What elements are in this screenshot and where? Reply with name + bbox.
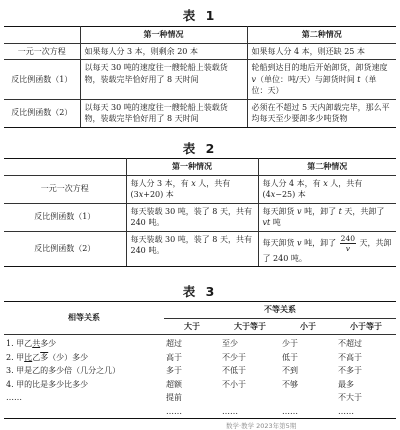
table3 <box>4 301 396 419</box>
table-cell <box>280 391 336 405</box>
table-cell: 每人分 3 本，有 x 人，共有 (3x+20) 本 <box>126 175 258 203</box>
table-cell: 以每天 30 吨的速度往一艘轮船上装载货物，装载完毕恰好用了 8 天时间 <box>80 99 247 127</box>
table-cell: 最多 <box>338 379 354 389</box>
table2-caption: 表 2 <box>182 141 218 156</box>
table-row <box>4 175 396 203</box>
table1-caption: 表 1 <box>182 8 218 23</box>
relation-item: 2. 甲比乙多（少）多少 <box>6 352 89 362</box>
table2 <box>4 158 396 267</box>
table2-corner <box>4 159 126 176</box>
table-row <box>4 231 396 267</box>
table-cell: 不到 <box>282 366 298 375</box>
table-cell: …… <box>336 405 396 419</box>
table-cell: 提前 <box>166 393 182 402</box>
table-cell: 如果每人分 3 本，则剩余 20 本 <box>80 43 247 60</box>
table2-header-col2: 第二种情况 <box>258 159 396 176</box>
table2-header-col1: 第一种情况 <box>126 159 258 176</box>
table1-header-col2: 第二种情况 <box>247 27 396 44</box>
subheader-greater-equal: 大于等于 <box>220 318 280 335</box>
table-cell: 至少 <box>222 339 238 348</box>
table1-header-col1: 第一种情况 <box>80 27 247 44</box>
table-cell: 每天卸货 v 吨，卸了 $\frac{240}{v}$ 天，共卸了 240 吨。 <box>258 231 396 267</box>
table-row <box>4 378 396 392</box>
table-cell: 少于 <box>282 339 298 348</box>
row-label: 反比例函数（1） <box>4 60 80 100</box>
page-footer: 数学·教学 2023年第5期 <box>226 422 297 430</box>
relation-item: 4. 甲的比是多少比多少 <box>6 379 89 389</box>
table-cell: …… <box>220 405 280 419</box>
table-cell: 必须在不超过 5 天内卸载完毕，那么平均每天至少要卸多少吨货物 <box>247 99 396 127</box>
table1 <box>4 26 396 128</box>
subheader-greater: 大于 <box>164 318 220 335</box>
unequal-relation-header: 不等关系 <box>164 302 396 319</box>
row-label: 反比例函数（1） <box>4 203 126 231</box>
table-row <box>4 43 396 60</box>
table-cell: 不大于 <box>338 393 362 402</box>
table-cell: 不少于 <box>222 352 246 362</box>
equal-relation-header: 相等关系 <box>4 302 164 335</box>
table-cell: 不够 <box>282 379 298 389</box>
table-row <box>4 364 396 378</box>
table-cell: 不高于 <box>338 352 362 362</box>
table-cell: 低于 <box>282 352 298 362</box>
fraction: $\frac{240}{v}$ <box>340 233 355 253</box>
row-label: 反比例函数（2） <box>4 99 80 127</box>
row-label: 一元一次方程 <box>4 43 80 60</box>
table-cell: 高于 <box>166 352 182 362</box>
relation-item <box>4 405 164 419</box>
relation-item: 3. 甲是乙的多少倍（几分之几） <box>6 366 121 375</box>
table-cell <box>220 391 280 405</box>
table-row <box>4 203 396 231</box>
table-cell: 以每天 30 吨的速度往一艘轮船上装载货物，装载完毕恰好用了 8 天时间 <box>80 60 247 100</box>
table-cell: 不小于 <box>222 379 246 389</box>
table-cell: 不低于 <box>222 366 246 375</box>
subheader-less: 小于 <box>280 318 336 335</box>
table-row <box>4 405 396 419</box>
table-cell: 不超过 <box>338 339 362 348</box>
table-cell: 超过 <box>166 339 182 348</box>
table-cell: 如果每人分 4 本，则还缺 25 本 <box>247 43 396 60</box>
table-row <box>4 60 396 100</box>
table-cell: 轮船到达目的地后开始卸货，卸货速度 v（单位：吨/天）与卸货时间 t（单位：天） <box>247 60 396 100</box>
row-label: 一元一次方程 <box>4 175 126 203</box>
table-cell: 每人分 4 本，有 x 人，共有 (4x−25) 本 <box>258 175 396 203</box>
row-label: 反比例函数（2） <box>4 231 126 267</box>
relation-item: …… <box>6 393 22 402</box>
table1-corner <box>4 27 80 44</box>
table-cell: …… <box>280 405 336 419</box>
table-cell: 每天卸货 v 吨，卸了 t 天，共卸了 vt 吨 <box>258 203 396 231</box>
subheader-less-equal: 小于等于 <box>336 318 396 335</box>
relation-item: 1. 甲乙共多少 <box>6 339 57 348</box>
table-cell: 多于 <box>166 366 182 375</box>
table-row <box>4 335 396 351</box>
table-cell: …… <box>164 405 220 419</box>
table-cell: 超额 <box>166 379 182 389</box>
table-cell: 每天装载 30 吨，装了 8 天，共有 240 吨。 <box>126 203 258 231</box>
table-row <box>4 99 396 127</box>
table-cell: 不多于 <box>338 366 362 375</box>
table-cell: 每天装载 30 吨，装了 8 天，共有 240 吨。 <box>126 231 258 267</box>
table-row <box>4 351 396 365</box>
table-row <box>4 391 396 405</box>
table3-caption: 表 3 <box>182 284 218 299</box>
